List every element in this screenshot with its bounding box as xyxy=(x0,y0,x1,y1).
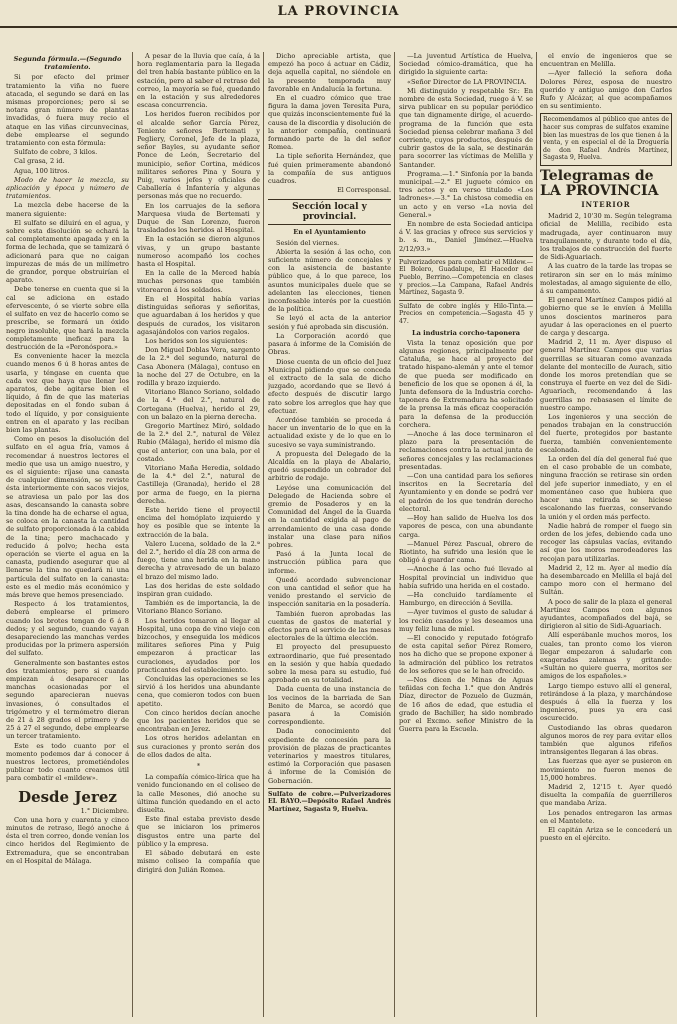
paragraph: Debe tenerse en cuenta que si la cal se adiciona en estado efervescente, ó se vierte sobre ella el sulfato en vez de hacerlo como se prescribe, se formará un óxido negro insoluble, que hará la mezcla completamente ineficaz para la destrucción de la «Peronóspora.» xyxy=(6,285,129,351)
paragraph: —Nos dicen de Minas de Aguas teñidas con fecha 1.° que don Andrés Díaz, director de Pozuelo de Guzmán, de 16 años de edad, que estudia el grado de Bachiller, ha sido nombrado por el Excmo. señor Ministro de la Guerra para la Escuela. xyxy=(399,675,533,734)
telegrams-subheading: INTERIOR xyxy=(581,199,631,209)
ad-text: Pulverizadores para combatir el Mildew.—El Bolero, Guadalupe, El Hacedor del Pueblo, Berrino.—Competencia en clases y precios.—La Campana, Rafael Andrés Martínez, Sagasta 9. xyxy=(399,258,533,297)
paragraph: Gregorio Martínez Miró, soldado de la 2.ª del 2.°, natural de Vélez Rubio (Málaga), herido el mismo día que el anterior, con una bala, por el costado. xyxy=(137,421,260,463)
paragraph: También fueron aprobadas las cuentas de gastos de material y efectos para el servicio de las mesas electorales de la última elección. xyxy=(268,609,391,643)
paragraph: Programa.—1.° Sinfonía por la banda municipal.—2.° El juguete cómico en tres actos y en verso titulado «Los ladrones».—3.° La chistosa comedia en un acto y en verso «La novia del General.» xyxy=(399,169,533,219)
ad-text: Sulfato de cobre inglés y Hilo-Tinta.—Precios en competencia.—Sagasta 45 y 47. xyxy=(399,302,533,326)
newspaper-title: LA PROVINCIA xyxy=(277,4,400,19)
paragraph: Acordóse también se proceda á hacer un inventario de lo que en la actualidad existe y de lo que en lo sucesivo se vaya suministrando. xyxy=(268,415,391,449)
paragraph: Quedó acordado subvencionar con una cantidad el señor que ha venido prestando el servicio de inspección sanitaria en la posadería. xyxy=(268,575,391,609)
column-rule xyxy=(132,52,133,1017)
paragraph: A propuesta del Delegado de la Alcaldía en la playa de Abalario, quedó suspendido un cobrador del arbitrio de rodaje. xyxy=(268,449,391,483)
paragraph: El proyecto del presupuesto extraordinario, que fué presentado en la sesión y que había quedado sobre la mesa para su estudio, fué aprobado en su totalidad. xyxy=(268,643,391,685)
paragraph: —La juventud Artística de Huelva, Sociedad cómico-dramática, que ha dirigido la siguiente carta: xyxy=(399,52,533,77)
column-rule xyxy=(263,52,264,1017)
column-5 xyxy=(540,52,672,1017)
paragraph: «Señor Director de LA PROVINCIA. xyxy=(407,77,527,86)
paragraph: Sesión del viernes. xyxy=(276,238,340,247)
paragraph: —Anoche á las ocho fué llevado al Hospital provincial un individuo que había sufrido una herida en el costado. xyxy=(399,565,533,590)
telegrams-headline: Telegramas de LA PROVINCIA xyxy=(540,167,659,199)
paragraph: Los heridos fueron recibidos por el alcalde señor García Pérez, Teniente señores Bertemati y Pegliery, Coronel, Jefe de la plaza, señor Bayles, su ayudante señor Ponce de León, Secretario del municipio, señor Cortina, médicos militares señores Pina y Soura y Puig, varios jefes y oficiales de Caballería é Infantería y algunas personas más que no recuerdo. xyxy=(137,110,260,201)
paragraph: —Ayer tuvimos el gusto de saludar á los recién casados y les deseamos una muy feliz luna de miel. xyxy=(399,608,533,633)
paragraph: Mi distinguido y respetable Sr.: En nombre de esta Sociedad, ruego á V. se sirva publicar en su popular periódico que tan dignamente dirige, el acuerdo-programa de la función que esta Sociedad piensa celebrar mañana 3 del corriente, cuyos productos, después de cubrir gastos de la sala, se destinarán para socorrer las víctimas de Melilla y Santander. xyxy=(399,86,533,169)
paragraph: Madrid 2, 12'15 t. Ayer quedó disuelta la compañía de guerrilleros que mandaba Ariza. xyxy=(540,783,672,808)
paragraph: La Corporación acordó que pasara á informe de la Comisión de Obras. xyxy=(268,331,391,357)
paragraph: Madrid 2, 11 m. Ayer dispuso el general Martínez Campos que varias guerrillas se situaran como avanzada delante del montecillo de Aurach, sitio donde los moros pretendían que se construya el fuerte en vez del de Sidi-Aguariach, recomendando á las guerrillas no rebasasen el límite de nuestro campo. xyxy=(540,338,672,412)
column-rule xyxy=(536,52,537,1017)
formula-line: Agua, 100 litros. xyxy=(14,166,70,175)
article-headline: Desde Jerez xyxy=(18,787,117,806)
paragraph: Allí esperábanle muchos moros, los cuales, tan pronto como los vieron llegar empezaron á saludarle con exageradas zalemas y gritando: «Sultán no quiere guerra, moritos ser amigos de los españoles.» xyxy=(540,631,672,681)
paragraph: Vista la tenaz oposición que por algunas regiones, principalmente por Cataluña, se hace al proyecto del tratado hispano-alemán y ante el temor de que pueda ser modificado en beneficio de los que se oponen á él, la Junta defensora de la Industria corcho-taponera de Extremadura ha solicitado de la prensa la más eficaz cooperación para la defensa de la producción corchera. xyxy=(399,338,533,429)
section-heading: Sección local y provincial. xyxy=(268,199,391,225)
paragraph: Custodiando las obras quedaron algunos moros de rey para evitar ellos también que algunos rifeños intransigentes llegaran á las obras. xyxy=(540,723,672,757)
formula-line: Cal grasa, 2 id. xyxy=(14,157,65,166)
paragraph: —Hoy han salido de Huelva los dos vapores de pesca, con una abundante carga. xyxy=(399,514,533,539)
paragraph: Los ingenieros y una sección de penados trabajan en la construcción del fuerte, protegidos por bastante fuerza, también convenientemente escalonada. xyxy=(540,413,672,454)
article-headline: La industria corcho-taponera xyxy=(411,328,521,337)
paragraph: Respecto á los tratamientos, deberá emplearse el primero cuando los brotes tengan de 6 á 8 dedos; y el segundo, cuando vayan desapareciendo las manchas verdes producidas por la primera aspersión del sulfato. xyxy=(6,600,129,658)
paragraph: Largo tiempo estuvo allí el general, retirándose á la plaza, y marchándose después á ella la fuerza y los ingenieros, pues ya era casi oscurecido. xyxy=(540,681,672,723)
section-heading: Segunda fórmula.—(Segundo tratamiento. xyxy=(13,55,122,72)
paragraph: Leyóse una comunicación del Delegado de Hacienda sobre el gremio de Posaderos y en la Comunidad del Ángel de la Guarda en la cantidad exigida al pago de arrendamiento de una casa donde instalar una clase para niños pobres. xyxy=(268,483,391,549)
advertisement xyxy=(399,256,533,297)
paragraph: Madrid 2, 10'30 m. Según telegrama oficial de Melilla, recibido esta madrugada, ayer continuaron muy tranquilamente, y durante todo el día, los trabajos de construcción del fuerte de Sidi-Aguariach. xyxy=(540,212,672,262)
paragraph: Diose cuenta de un oficio del Juez Municipal pidiendo que se conceda el extracto de la sala de dicho juzgado, acordando que se llevó á efecto después de discutir largo rato sobre los arreglos que hay que efectuar. xyxy=(268,357,391,415)
column-2 xyxy=(137,52,260,1017)
paragraph: Don Miguel Doblas Vera, sargento de la 2.ª del segundo, natural de Casa Abonera (Málaga), contuso en la noche del 27 de Octubre, en la rodilla y brazo izquierdo. xyxy=(137,346,260,387)
column-rule xyxy=(394,52,395,1017)
paragraph: Con una hora y cuarenta y cinco minutos de retraso, llegó anoche á ésta el tren correo, donde venían los cinco heridos del Regimiento de Extremadura, que se encontraban en el Hospital de Málaga. xyxy=(6,815,129,865)
paragraph: Pasó á la Junta local de instrucción pública para que informe. xyxy=(268,550,391,575)
paragraph: A pesar de la lluvia que caía, á la hora reglamentaria para la llegada del tren había bastante público en la estación, pero al saber el retraso del correo, la mayoría se fué, quedando en la estación y sus alrededores escasa concurrencia. xyxy=(137,52,260,110)
paragraph: —Ayer falleció la señora doña Dolores Pérez, esposa de nuestro querido y antiguo amigo don Carlos Rufo y Alcázar, al que acompañamos en su sentimiento. xyxy=(540,69,672,111)
paragraph: Los heridos tomaron al llegar al Hospital, una copa de vino viejo con bizcochos, y enseguida los médicos militares señores Pina y Puig empezaron á practicar las curaciones, ayudados por los practicantes del establecimiento. xyxy=(137,616,260,674)
paragraph: —El conocido y reputado fotógrafo de esta capital señor Pérez Romero, nos ha dicho que se propone exponer á la admiración del público los retratos de los señores que se le han ofrecido. xyxy=(399,633,533,675)
paragraph: También es de importancia, la de Vitoriano Blanco Soriano. xyxy=(137,599,260,616)
paragraph: El sulfato se diluirá en el agua, y sobre esta disolución se echará la cal completamente apagada y en la forma de lechada, que se tamizará ó adicionará para que no caigan impurezas de más de un milímetro de grandor, porque obstruirían el aparato. xyxy=(6,218,129,285)
paragraph: En los carruajes de la señora Marquesa viuda de Bertemati y Duque de San Lorenzo, fueron trasladados los heridos al Hospital. xyxy=(137,201,260,235)
paragraph: Este final estaba previsto desde que se iniciaron los primeros disgustos entre una parte del público y la empresa. xyxy=(137,815,260,848)
paragraph: Dicho apreciable artista, que empezó ha poco á actuar en Cádiz, deja aquella capital, no siéndole en la presente temporada muy favorable en Andalucía la fortuna. xyxy=(268,52,391,93)
paragraph: Se leyó el acta de la anterior sesión y fué aprobada sin discusión. xyxy=(268,314,391,331)
formula-line: Sulfato de cobre, 3 kilos. xyxy=(14,148,98,157)
paragraph: Vitoriano Blanco Soriano, soldado de la 4.ª del 2.°, natural de Cortegana (Huelva), herido el 29, con un balazo en la pierna derecha. xyxy=(137,388,260,421)
paragraph: El capitán Ariza se le concederá un puesto en el ejército. xyxy=(540,826,672,843)
paragraph: La tiple señorita Hernández, que fué quien primeramente abandonó la compañía de sus antiguos cuadros. xyxy=(268,152,391,186)
article-headline: En el Ayuntamiento xyxy=(293,228,366,237)
dateline: 1.° Diciembre. xyxy=(80,806,129,815)
paragraph: Las dos heridas de este soldado inspiran gran cuidado. xyxy=(137,581,260,598)
byline: El Corresponsal. xyxy=(337,186,391,195)
paragraph: Como en pesos la disolución del sulfato en el agua fría, vamos á recomendar á nuestros lectores el medio que usa un amigo nuestro, y es el siguiente: ríjase una canasta de cualquier dimensión, se reviste ésta interiormente con sacos viejos, se atraviesa un palo por las dos asas, descansando la canasta sobre la tina donde ha de echarse el agua, se coloca en la canasta la cantidad de sulfato proporcionada á la cabida de la tina; pero machacado y reducido á polvo; hecha esta operación se vierte el agua en la canasta, pudiendo asegurar que al llenarse la tina no quedará ni una partícula del sulfato en la canasta: este es el medio más económico y más breve que hemos presenciado. xyxy=(6,435,129,599)
paragraph: Es conveniente hacer la mezcla cuando menos 6 ú 8 horas antes de usarla, y téngase en cuenta que cada vez que haya que llenar los aparatos, debe agitarse bien el líquido, á fin de que las materias depositadas en el fondo suban á todo el líquido, y por consiguiente entren en el aparato y las reciban bien las plantas. xyxy=(6,352,129,434)
paragraph: Este es todo cuanto por el momento podemos dar á conocer á nuestros lectores, prometiéndoles publicar todo cuanto creamos útil para combatir el «mildew». xyxy=(6,741,129,783)
paragraph: Madrid 2, 12 m. Ayer al medio día ha desembarcado en Melilla el bajá del campo moro con el hermano del Sultán. xyxy=(540,563,672,597)
paragraph: Generalmente son bastantes estos dos tratamientos; pero si cuando empiezan á desaparecer las manchas ocasionadas por el segundo aparecieran nuevas invasiones, ó consultados el trigómetro y el termómetro dieran de 21 á 28 grados el primero y de 25 á 27 el segundo, debe emplearse un tercer tratamiento. xyxy=(6,658,129,741)
paragraph: Si por efecto del primer tratamiento la viña no fuere atacada, el segundo se dará en las mismas proporciones; pero si se notara gran número de plantas invadidas, ó fuera muy recio el ataque en las viñas circunvecinas, debe emplearse el segundo tratamiento con esta fórmula: xyxy=(6,73,129,148)
paragraph: La compañía cómico-lírica que ha venido funcionando en el coliseo de la calle Mesones, dió anoche su última función quedando en el acto disuelta. xyxy=(137,773,260,815)
notice-box xyxy=(540,113,672,166)
paragraph: el envío de ingenieros que se encuentran en Melilla. xyxy=(540,52,672,69)
paragraph: En nombre de esta Sociedad anticipa á V. las gracias y ofrece sus servicios y b. s. m., Daniel Jiménez.—Huelva 2/12/93.» xyxy=(399,220,533,253)
paragraph: Abierta la sesión á las ocho, con suficiente número de concejales y con la asistencia de bastante público que, á lo que parece, los asuntos municipales duele que se adelanten las elecciones, tienen inconfesable interés por la cuestión de la política. xyxy=(268,247,391,314)
paragraph: Concluidas las operaciones se les sirvió á los heridos una abundante cena, que comieron todos con buen apetito. xyxy=(137,675,260,708)
paragraph: A poco de salir de la plaza el general Martínez Campos con algunos ayudantes, acompañados del bajá, se dirigieron al sitio de Sidi-Aguariach. xyxy=(540,597,672,631)
column-4 xyxy=(399,52,533,1017)
paragraph: Los otros heridos adelantan en sus curaciones y pronto serán dos de ellos dados de alta. xyxy=(137,734,260,759)
paragraph: A las cuatro de la tarde las tropas se retiraron sin ser en lo más mínimo molestadas, al amago siguiente de ello, á su campamento. xyxy=(540,262,672,296)
paragraph: El general Martínez Campos pidió al gobierno que se le envíen á Melilla unos doscientos marineros para ayudar á las operaciones en el puerto de carga y descarga. xyxy=(540,296,672,338)
advertisement xyxy=(268,788,391,814)
paragraph: —Manuel Pérez Pascual, obrero de Riotinto, ha sufrido una lesión que le obligó á guardar cama. xyxy=(399,539,533,565)
paragraph: Vitoriano Maña Heredia, soldado de la 4.ª del 2.°, natural de Castilleja (Granada), herido el 28 por arma de fuego, en la pierna derecha. xyxy=(137,463,260,505)
paragraph: Con cinco heridos decían anoche que los pacientes heridos que se encontraban en Jerez. xyxy=(137,708,260,734)
paragraph: La orden del día del general fué que en el caso probable de un combate, ninguna fracción se retirase sin orden del jefe superior inmediato, y en el momentáneo caso que hubiera que hacer una retirada se hiciese escalonando las fuerzas, conservando la unión y el orden más perfecto. xyxy=(540,455,672,521)
paragraph: —Con una cantidad para los señores inscritos en la Secretaría del Ayuntamiento y en donde se podrá ver el padrón de los que tendrán derecho electoral. xyxy=(399,472,533,513)
paragraph: Los heridos son los siguientes: xyxy=(145,336,248,345)
paragraph: Dada cuenta de una instancia de los vecinos de la barriada de San Benito de Marca, se acordó que pasara á la Comisión correspondiente. xyxy=(268,685,391,727)
paragraph: Valero Lucena, soldado de la 2.ª del 2.°, herido el día 28 con arma de fuego, tiene una herida en la mano derecha y atravesado de un balazo el brazo del mismo lado. xyxy=(137,539,260,581)
paragraph: El sábado debutará en este mismo coliseo la compañía que dirigirá don Julián Romea. xyxy=(137,849,260,874)
paragraph: En la calle de la Merced había muchas personas que también vitorearon á los soldados. xyxy=(137,269,260,294)
masthead xyxy=(0,0,677,28)
paragraph: Dada conocimiento del expediente de concesión para la provisión de plazas de practicantes veterinarios y maestros titulares, estimó la Corporación que pasasen á informe de la Comisión de Gobernación. xyxy=(268,727,391,785)
paragraph: Los penados entregaron las armas en el Mantelete. xyxy=(540,808,672,825)
column-3 xyxy=(268,52,391,1017)
notice-text: Recomendamos al público que antes de hacer sus compras de sulfatos examine bien las muestras de los que tienen á la venta, y en especial el de la Droguería de don Rafael Andrés Martínez, Sagasta 9, Huelva. xyxy=(543,116,669,162)
paragraph: Las fuerzas que ayer se pusieron en movimiento no fueron menos de 15,000 hombres. xyxy=(540,757,672,782)
column-1 xyxy=(6,52,129,1017)
advertisement xyxy=(399,300,533,326)
paragraph: La mezcla debe hacerse de la manera siguiente: xyxy=(6,201,129,218)
paragraph: En el Hospital había varias distinguidas señoras y señoritas, que aguardaban á los heridos y que después de curados, los visitaron agasajándolos con varios regalos. xyxy=(137,294,260,336)
paragraph: —Ha concluido tardíamente el Hamburgo, en dirección á Sevilla. xyxy=(399,590,533,608)
paragraph: Este herido tiene el proyectil encima del homóplato izquierdo y hoy es posible que se intente la extracción de la bala. xyxy=(137,505,260,539)
section-heading: Modo de hacer la mezcla, su aplicación y época y número de tratamientos. xyxy=(6,175,129,201)
paragraph: En el cuadro cómico que trae figura la dama joven Teresita Pura, que quizás inconscientemente fué la causa de la discordia y disolución de la anterior compañía, continuará formando parte de la del señor Romea. xyxy=(268,94,391,152)
paragraph: En la estación se dieron algunos vivas, y un grupo bastante numeroso acompañó los coches hasta el Hospital. xyxy=(137,235,260,269)
paragraph: —Anoche á las doce terminaron el plazo para la presentación de reclamaciones contra la actual junta de señores concejales y las reclamaciones presentadas. xyxy=(399,430,533,471)
separator-star: * xyxy=(196,762,201,771)
ad-text: Sulfato de cobre.—Pulverizadores EL BAYO.—Depósito Rafael Andrés Martínez, Sagasta 9, Huelva. xyxy=(268,790,391,814)
paragraph: Nadie habrá de romper el fuego sin orden de los jefes, debiendo cada uno recoger las cápsulas vacías, evitando así que los moros merodeadores las recojan para utilizarlas. xyxy=(540,521,672,563)
